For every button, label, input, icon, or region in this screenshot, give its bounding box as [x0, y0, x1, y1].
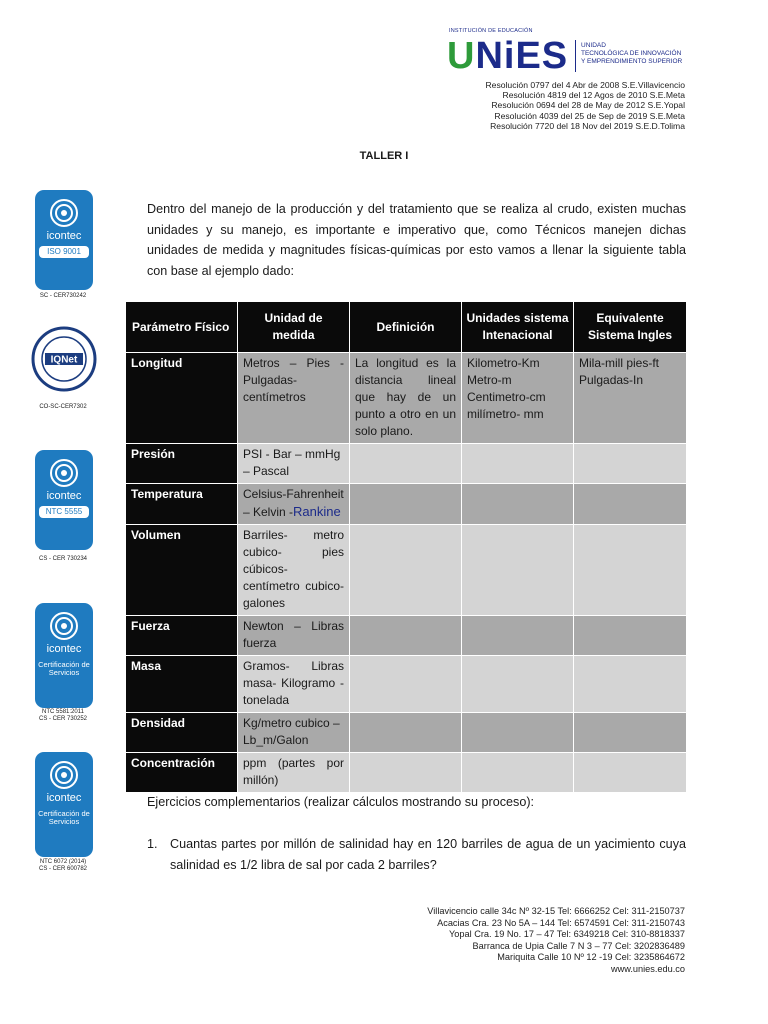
svg-text:IQNet: IQNet: [50, 354, 78, 366]
unit-cell: ppm (partes por millón): [238, 753, 350, 793]
english-cell: [574, 484, 687, 525]
param-cell: Densidad: [126, 713, 238, 753]
exercise-text: Cuantas partes por millón de salinidad hay en 120 barriles de agua de un yacimiento cuya salinidad es 1/2 libra de sal por cada 2 barriles?: [170, 837, 686, 872]
table-header-row: [126, 302, 687, 353]
col-header: Definición: [350, 302, 462, 353]
icontec-servicios-badge-2: icontec Certificación de Servicios: [35, 752, 93, 857]
si-cell: [462, 525, 574, 616]
param-cell: Presión: [126, 444, 238, 484]
col-header: Unidades sistema Intenacional: [462, 302, 574, 353]
icontec-swirl-icon: [49, 611, 79, 641]
table-row: [126, 713, 687, 753]
icontec-servicios-badge: icontec Certificación de Servicios: [35, 603, 93, 708]
definition-cell: La longitud es la distancia lineal que hay de un punto a otro en un solo plano.: [350, 353, 462, 444]
table-row: [126, 525, 687, 616]
exercise-number: 1.: [147, 837, 158, 851]
resolution-line: Resolución 0694 del 28 de May de 2012 S.E.Yopal: [491, 100, 685, 111]
table-row: [126, 753, 687, 793]
english-cell: [574, 444, 687, 484]
definition-cell: [350, 444, 462, 484]
col-header: Parámetro Físico: [126, 302, 238, 353]
si-cell: [462, 753, 574, 793]
badge-caption: NTC 6072 (2014) CS - CER 600782: [38, 859, 88, 872]
units-table: [125, 301, 687, 793]
table-row: [126, 616, 687, 656]
badge-caption: NTC 5581:2011 CS - CER 730252: [38, 709, 88, 722]
table-row: [126, 353, 687, 444]
resolution-line: Resolución 0797 del 4 Abr de 2008 S.E.Villavicencio: [485, 80, 685, 90]
param-cell: Masa: [126, 656, 238, 713]
footer-line: Yopal Cra. 19 No. 17 – 47 Tel: 6349218 Cel: 310-8818337: [449, 929, 685, 939]
badge-caption: CO-SC-CER7302: [39, 404, 87, 410]
icontec-swirl-icon: [49, 198, 79, 228]
page-title: TALLER I: [359, 150, 409, 162]
unit-cell: Kg/metro cubico – Lb_m/Galon: [238, 713, 350, 753]
english-cell: [574, 753, 687, 793]
icontec-swirl-icon: [49, 458, 79, 488]
param-cell: Longitud: [126, 353, 238, 444]
icontec-swirl-icon: [49, 760, 79, 790]
icontec-ntc5555-badge: icontec NTC 5555: [35, 450, 93, 550]
col-header: Unidad de medida: [238, 302, 350, 353]
icontec-iso9001-badge: icontec ISO 9001: [35, 190, 93, 290]
resolutions-block: [485, 80, 685, 131]
unies-logo: [447, 28, 687, 78]
si-cell: [462, 656, 574, 713]
footer-line: Villavicencio calle 34c Nº 32-15 Tel: 6666252 Cel: 311-2150737: [427, 906, 685, 916]
english-cell: [574, 525, 687, 616]
unit-cell: Gramos- Libras masa- Kilogramo - tonelada: [238, 656, 350, 713]
definition-cell: [350, 656, 462, 713]
definition-cell: [350, 616, 462, 656]
english-cell: Mila-mill pies-ft Pulgadas-In: [574, 353, 687, 444]
param-cell: Concentración: [126, 753, 238, 793]
logo-subtitle: UNIDAD TECNOLÓGICA DE INNOVACIÓN Y EMPRENDIMIENTO SUPERIOR: [581, 42, 683, 65]
definition-cell: [350, 525, 462, 616]
badge-caption: CS - CER 730234: [38, 556, 88, 562]
footer-contacts: [427, 906, 685, 975]
footer-line: Mariquita Calle 10 Nº 12 -19 Cel: 3235864672: [497, 952, 685, 962]
english-cell: [574, 656, 687, 713]
english-cell: [574, 616, 687, 656]
unit-cell: Barriles- metro cubico- pies cúbicos-centímetro cubico-galones: [238, 525, 350, 616]
definition-cell: [350, 484, 462, 525]
col-header: Equivalente Sistema Ingles: [574, 302, 687, 353]
si-cell: [462, 616, 574, 656]
table-row: [126, 444, 687, 484]
footer-line: Acacias Cra. 23 No 5A – 144 Tel: 6574591 Cel: 311-2150743: [437, 917, 685, 928]
table-row: [126, 484, 687, 525]
param-cell: Volumen: [126, 525, 238, 616]
english-cell: [574, 713, 687, 753]
logo-wordmark: UNiES: [447, 35, 569, 77]
iqnet-seal-icon: [31, 326, 97, 392]
si-cell: [462, 713, 574, 753]
logo-divider: [575, 40, 576, 72]
param-cell: Fuerza: [126, 616, 238, 656]
unit-cell: Metros – Pies - Pulgadas-centímetros: [238, 353, 350, 444]
resolution-line: Resolución 4039 del 25 de Sep de 2019 S.E.Meta: [494, 110, 685, 121]
unit-cell: Newton – Libras fuerza: [238, 616, 350, 656]
intro-paragraph: Dentro del manejo de la producción y del tratamiento que se realiza al crudo, existen muchas unidades y su manejo, es importante e imperativo que, como Técnicos manejen dichas unidades de medida y magnitudes físicas-químicas por esto vamos a llenar la siguiente tabla con base al ejemplo dado:: [147, 202, 686, 278]
resolution-line: Resolución 7720 del 18 Nov del 2019 S.E.D.Tolima: [490, 120, 685, 131]
resolution-line: Resolución 4819 del 12 Agos de 2010 S.E.Meta: [502, 90, 685, 101]
table-row: [126, 656, 687, 713]
si-cell: [462, 444, 574, 484]
unit-cell: Celsius-Fahrenheit – Kelvin -Rankine: [238, 484, 350, 525]
badge-caption: SC - CER730242: [39, 293, 87, 299]
footer-line: Barranca de Upia Calle 7 N 3 – 77 Cel: 3202836489: [472, 940, 685, 951]
definition-cell: [350, 753, 462, 793]
unit-cell: PSI - Bar – mmHg – Pascal: [238, 444, 350, 484]
exercise-item: [147, 834, 686, 875]
si-cell: [462, 484, 574, 525]
exercises-heading: Ejercicios complementarios (realizar cálculos mostrando su proceso):: [147, 795, 535, 809]
website-link[interactable]: www.unies.edu.co: [610, 963, 685, 974]
si-cell: Kilometro-Km Metro-m Centimetro-cm milímetro- mm: [462, 353, 574, 444]
logo-institution-label: INSTITUCIÓN DE EDUCACIÓN: [449, 28, 533, 34]
definition-cell: [350, 713, 462, 753]
param-cell: Temperatura: [126, 484, 238, 525]
